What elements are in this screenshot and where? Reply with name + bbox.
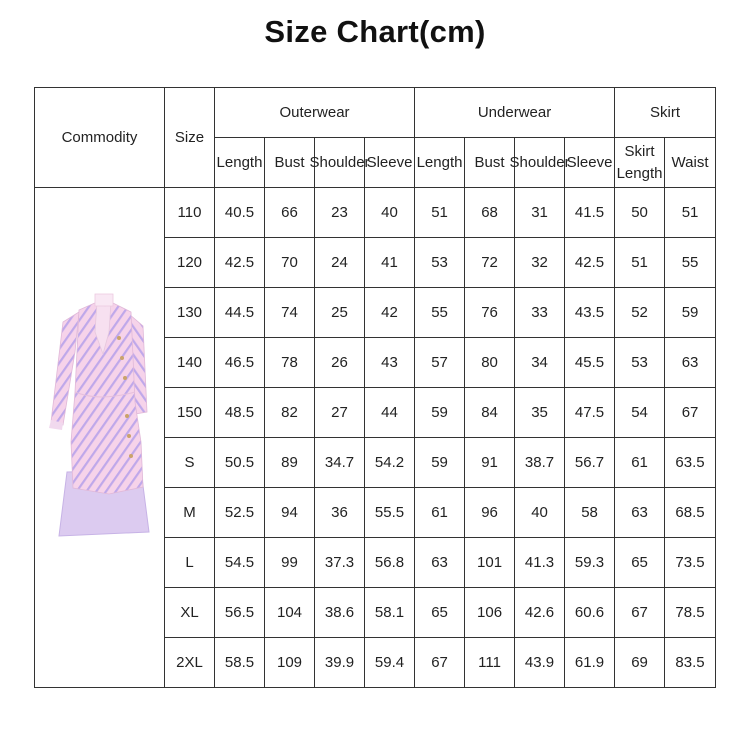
measurement-cell: 104 xyxy=(265,588,315,638)
measurement-cell: 91 xyxy=(465,438,515,488)
size-cell: M xyxy=(165,488,215,538)
measurement-cell: 94 xyxy=(265,488,315,538)
measurement-cell: 24 xyxy=(315,238,365,288)
measurement-cell: 59.4 xyxy=(365,638,415,688)
measurement-cell: 82 xyxy=(265,388,315,438)
measurement-cell: 34 xyxy=(515,338,565,388)
size-cell: 130 xyxy=(165,288,215,338)
measurement-cell: 32 xyxy=(515,238,565,288)
measurement-cell: 33 xyxy=(515,288,565,338)
size-header: Size xyxy=(165,88,215,188)
measurement-cell: 70 xyxy=(265,238,315,288)
measurement-cell: 51 xyxy=(415,188,465,238)
measurement-cell: 46.5 xyxy=(215,338,265,388)
measurement-cell: 67 xyxy=(665,388,716,438)
measurement-cell: 65 xyxy=(615,538,665,588)
measurement-cell: 60.6 xyxy=(565,588,615,638)
measurement-cell: 56.5 xyxy=(215,588,265,638)
measurement-cell: 57 xyxy=(415,338,465,388)
measurement-cell: 51 xyxy=(615,238,665,288)
measurement-cell: 84 xyxy=(465,388,515,438)
measurement-cell: 55 xyxy=(665,238,716,288)
measurement-cell: 80 xyxy=(465,338,515,388)
group-header-underwear: Underwear xyxy=(415,88,615,138)
measurement-cell: 96 xyxy=(465,488,515,538)
col-header-sleeve: Sleeve xyxy=(365,138,415,188)
measurement-cell: 58.1 xyxy=(365,588,415,638)
measurement-cell: 39.9 xyxy=(315,638,365,688)
measurement-cell: 74 xyxy=(265,288,315,338)
col-header-sleeve: Sleeve xyxy=(565,138,615,188)
size-cell: L xyxy=(165,538,215,588)
group-header-outerwear: Outerwear xyxy=(215,88,415,138)
size-cell: 110 xyxy=(165,188,215,238)
measurement-cell: 44.5 xyxy=(215,288,265,338)
measurement-cell: 42.6 xyxy=(515,588,565,638)
measurement-cell: 63 xyxy=(415,538,465,588)
measurement-cell: 31 xyxy=(515,188,565,238)
measurement-cell: 26 xyxy=(315,338,365,388)
measurement-cell: 83.5 xyxy=(665,638,716,688)
size-cell: 150 xyxy=(165,388,215,438)
measurement-cell: 58.5 xyxy=(215,638,265,688)
product-image-cell xyxy=(35,188,165,688)
measurement-cell: 50 xyxy=(615,188,665,238)
measurement-cell: 36 xyxy=(315,488,365,538)
measurement-cell: 53 xyxy=(615,338,665,388)
measurement-cell: 63 xyxy=(615,488,665,538)
measurement-cell: 111 xyxy=(465,638,515,688)
measurement-cell: 42.5 xyxy=(565,238,615,288)
col-header-shoulder: Shoulder xyxy=(315,138,365,188)
measurement-cell: 42 xyxy=(365,288,415,338)
page-title: Size Chart(cm) xyxy=(264,14,486,49)
col-header-bust: Bust xyxy=(465,138,515,188)
measurement-cell: 89 xyxy=(265,438,315,488)
measurement-cell: 73.5 xyxy=(665,538,716,588)
measurement-cell: 58 xyxy=(565,488,615,538)
measurement-cell: 61.9 xyxy=(565,638,615,688)
measurement-cell: 59.3 xyxy=(565,538,615,588)
measurement-cell: 61 xyxy=(415,488,465,538)
measurement-cell: 42.5 xyxy=(215,238,265,288)
measurement-cell: 63.5 xyxy=(665,438,716,488)
measurement-cell: 72 xyxy=(465,238,515,288)
size-cell: S xyxy=(165,438,215,488)
measurement-cell: 43.5 xyxy=(565,288,615,338)
measurement-cell: 55 xyxy=(415,288,465,338)
measurement-cell: 41.5 xyxy=(565,188,615,238)
col-header-length: Length xyxy=(215,138,265,188)
measurement-cell: 99 xyxy=(265,538,315,588)
measurement-cell: 63 xyxy=(665,338,716,388)
measurement-cell: 43.9 xyxy=(515,638,565,688)
measurement-cell: 52.5 xyxy=(215,488,265,538)
col-header-waist: Waist xyxy=(665,138,716,188)
measurement-cell: 27 xyxy=(315,388,365,438)
measurement-cell: 68 xyxy=(465,188,515,238)
measurement-cell: 59 xyxy=(415,388,465,438)
group-header-skirt: Skirt xyxy=(615,88,716,138)
measurement-cell: 55.5 xyxy=(365,488,415,538)
measurement-cell: 45.5 xyxy=(565,338,615,388)
measurement-cell: 59 xyxy=(415,438,465,488)
size-cell: 140 xyxy=(165,338,215,388)
measurement-cell: 51 xyxy=(665,188,716,238)
header-row-groups xyxy=(35,88,716,138)
measurement-cell: 68.5 xyxy=(665,488,716,538)
table-row xyxy=(35,188,716,238)
measurement-cell: 65 xyxy=(415,588,465,638)
measurement-cell: 50.5 xyxy=(215,438,265,488)
measurement-cell: 61 xyxy=(615,438,665,488)
measurement-cell: 56.7 xyxy=(565,438,615,488)
measurement-cell: 52 xyxy=(615,288,665,338)
measurement-cell: 53 xyxy=(415,238,465,288)
measurement-cell: 48.5 xyxy=(215,388,265,438)
col-header-bust: Bust xyxy=(265,138,315,188)
col-header-length: Length xyxy=(415,138,465,188)
measurement-cell: 34.7 xyxy=(315,438,365,488)
measurement-cell: 69 xyxy=(615,638,665,688)
measurement-cell: 67 xyxy=(415,638,465,688)
measurement-cell: 54.2 xyxy=(365,438,415,488)
measurement-cell: 23 xyxy=(315,188,365,238)
measurement-cell: 109 xyxy=(265,638,315,688)
measurement-cell: 38.7 xyxy=(515,438,565,488)
measurement-cell: 40 xyxy=(365,188,415,238)
measurement-cell: 78.5 xyxy=(665,588,716,638)
measurement-cell: 43 xyxy=(365,338,415,388)
measurement-cell: 54.5 xyxy=(215,538,265,588)
measurement-cell: 41.3 xyxy=(515,538,565,588)
measurement-cell: 56.8 xyxy=(365,538,415,588)
product-image xyxy=(49,292,153,584)
commodity-header: Commodity xyxy=(35,88,165,188)
size-cell: 120 xyxy=(165,238,215,288)
measurement-cell: 40 xyxy=(515,488,565,538)
measurement-cell: 67 xyxy=(615,588,665,638)
measurement-cell: 101 xyxy=(465,538,515,588)
measurement-cell: 25 xyxy=(315,288,365,338)
measurement-cell: 78 xyxy=(265,338,315,388)
measurement-cell: 59 xyxy=(665,288,716,338)
measurement-cell: 44 xyxy=(365,388,415,438)
measurement-cell: 76 xyxy=(465,288,515,338)
measurement-cell: 106 xyxy=(465,588,515,638)
measurement-cell: 54 xyxy=(615,388,665,438)
size-chart-table xyxy=(34,87,716,688)
measurement-cell: 38.6 xyxy=(315,588,365,638)
size-cell: XL xyxy=(165,588,215,638)
col-header-skirt-length: Skirt Length xyxy=(615,138,665,188)
measurement-cell: 40.5 xyxy=(215,188,265,238)
measurement-cell: 41 xyxy=(365,238,415,288)
size-cell: 2XL xyxy=(165,638,215,688)
measurement-cell: 37.3 xyxy=(315,538,365,588)
col-header-shoulder: Shoulder xyxy=(515,138,565,188)
measurement-cell: 35 xyxy=(515,388,565,438)
measurement-cell: 66 xyxy=(265,188,315,238)
measurement-cell: 47.5 xyxy=(565,388,615,438)
